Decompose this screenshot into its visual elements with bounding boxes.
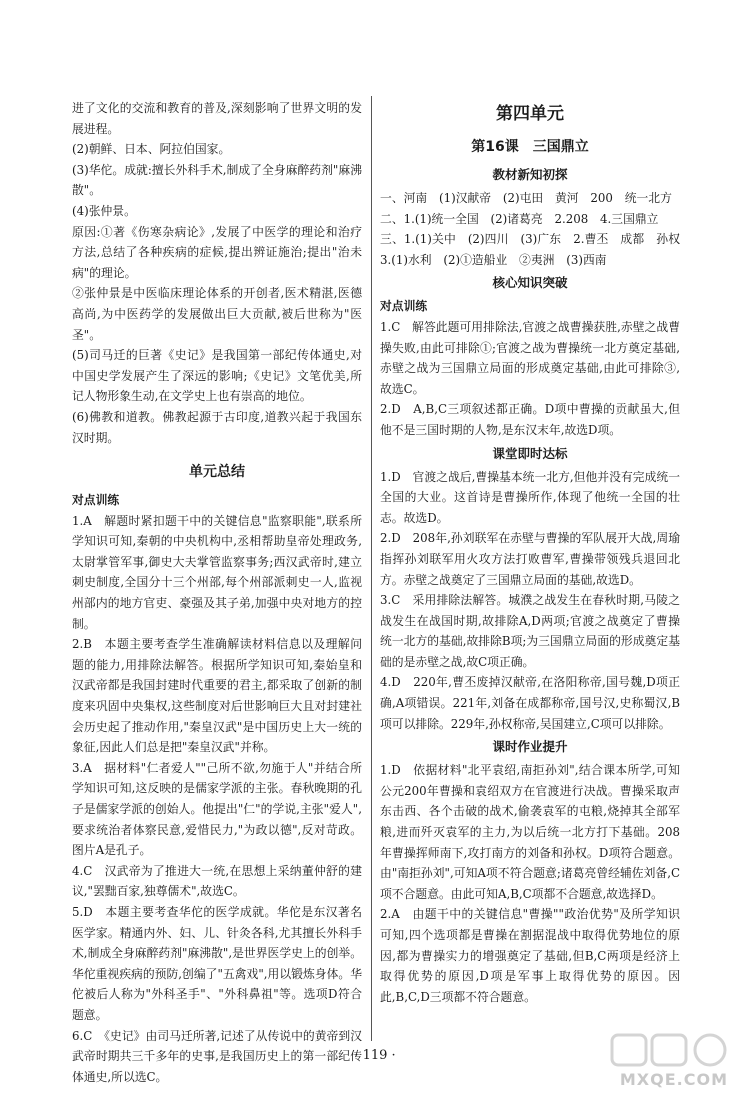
unit-title: 第四单元	[496, 104, 564, 124]
section-homework-title: 课时作业提升	[492, 739, 568, 755]
homework-answer-2: 2.A 由题干中的关键信息"曹操""政治优势"及所学知识可知,四个选项都是曹操在割据混战中取得优势地位的原因,都为曹操实力的增强奠定了基础,但B,C两项是经济上取得优势的原因,D项是军事上取得优势的原因。因此,B,C,D三项都不符合题意。	[380, 907, 680, 1004]
page-number: · 119 ·	[354, 1048, 396, 1063]
core-answer-2: 2.D A,B,C三项叙述都正确。D项中曹操的贡献虽大,但他不是三国时期的人物,是东汉末年,故选D项。	[380, 402, 680, 437]
section-core-knowledge-title: 核心知识突破	[492, 275, 568, 291]
summary-answer-1: 1.A 解题时紧扣题干中的关键信息"监察职能",联系所学知识可知,秦朝的中央机构中,丞相帮助皇帝处理政务,太尉掌管军事,御史大夫掌管监察事务;西汉武帝时,建立刺史制度,全国分十三个州部,每个州部派刺史一人,监视州部内的地方官吏、豪强及其子弟,加强中央对地方的控制。	[72, 513, 362, 631]
new-knowledge-item-1: 一、河南 (1)汉献帝 (2)屯田 黄河 200 统一北方	[380, 191, 672, 205]
summary-answer-3: 3.A 据材料"仁者爱人""己所不欲,勿施于人"并结合所学知识可知,这反映的是儒家学派的主张。春秋晚期的孔子是儒家学派的创始人。他提出"仁"的学说,主张"爱人",要求统治者体察民意,爱惜民力,"为政以德",反对苛政。图片A是孔子。	[72, 760, 362, 858]
new-knowledge-item-2: 二、1.(1)统一全国 (2)诸葛亮 2.208 4.三国鼎立	[380, 211, 659, 226]
left-cont-4: (4)张仲景。	[72, 203, 136, 218]
new-knowledge-item-3: 三、1.(1)关中 (2)四川 (3)广东 2.曹丕 成都 孙权 3.(1)水利 (2)①造船业 ②夷洲 (3)西南	[380, 232, 692, 267]
left-cont-2: (2)朝鲜、日本、阿拉伯国家。	[72, 142, 231, 157]
right-training-title: 对点训练	[380, 299, 428, 314]
left-column	[72, 98, 362, 1087]
section-new-knowledge-title: 教材新知初探	[492, 167, 568, 182]
right-column	[380, 98, 692, 1007]
left-cont-3: (3)华佗。成就:擅长外科手术,制成了全身麻醉药剂"麻沸散"。	[72, 162, 362, 198]
classroom-answer-2: 2.D 208年,孙刘联军在赤壁与曹操的军队展开大战,周瑜指挥孙刘联军用火攻方法打败曹军,曹操带领残兵退回北方。赤壁之战奠定了三国鼎立局面的基础,故选D。	[380, 531, 680, 587]
watermark-logo	[604, 1029, 734, 1093]
unit-summary-title: 单元总结	[189, 464, 245, 481]
left-cont-1: 进了文化的交流和教育的普及,深刻影响了世界文明的发展进程。	[72, 101, 362, 136]
column-divider	[371, 96, 372, 1041]
classroom-answer-1: 1.D 官渡之战后,曹操基本统一北方,但他并没有完成统一全国的大业。这首诗是曹操所作,体现了他统一全国的壮志。故选D。	[380, 469, 680, 525]
lesson-title: 第16课 三国鼎立	[471, 139, 589, 155]
summary-answer-2: 2.B 本题主要考查学生准确解读材料信息以及理解问题的能力,用排除法解答。根据所学知识可知,秦始皇和汉武帝都是我国封建时代重要的君主,都采取了创新的制度来巩固中央集权,这些制度对后世影响巨大且对封建社会历史起了推动作用,"秦皇汉武"是中国历史上大一统的象征,因此人们总是把"秦皇汉武"并称。	[72, 637, 362, 755]
core-answer-1: 1.C 解答此题可用排除法,官渡之战曹操获胜,赤壁之战曹操失败,由此可排除①;官渡之战为曹操统一北方奠定基础,赤壁之战为三国鼎立局面的形成奠定基础,由此可排除③,故选C。	[380, 319, 680, 396]
summary-answer-5: 5.D 本题主要考查华佗的医学成就。华佗是东汉著名医学家。精通内外、妇、儿、针灸各科,尤其擅长外科手术,制成全身麻醉药剂"麻沸散",是世界医学史上的创举。华佗重视疾病的预防,创编了"五禽戏",用以锻炼身体。华佗被后人称为"外科圣手"、"外科鼻祖"等。选项D符合题意。	[72, 904, 362, 1022]
watermark-text: MXQE.COM	[619, 1070, 728, 1089]
homework-answer-1: 1.D 依据材料"北平袁绍,南拒孙刘",结合课本所学,可知公元200年曹操和袁绍双方在官渡进行决战。曹操采取声东击西、各个击破的战术,偷袭袁军的屯粮,烧掉其全部军粮,进而歼灭袁军的主力,为以后统一北方打下基础。208年曹操挥师南下,攻打南方的刘备和孙权。D项符合题意。由"南拒孙刘",可知A项不符合题意;诸葛亮曾经辅佐刘备,C项不合题意。由此可知A,B,C项都不合题意,故选择D。	[380, 763, 680, 901]
section-classroom-title: 课堂即时达标	[492, 445, 568, 461]
classroom-answer-3: 3.C 采用排除法解答。城濮之战发生在春秋时期,马陵之战发生在战国时期,故排除A,D两项;官渡之战奠定了曹操统一北方的基础,故排除B项;为三国鼎立局面的形成奠定基础的是赤壁之战,故C项正确。	[380, 593, 680, 669]
summary-answer-4: 4.C 汉武帝为了推进大一统,在思想上采纳董仲舒的建议,"罢黜百家,独尊儒术",故选C。	[72, 863, 362, 899]
left-training-title: 对点训练	[72, 493, 120, 508]
left-cont-5: 原因:①著《伤寒杂病论》,发展了中医学的理论和治疗方法,总结了各种疾病的症候,提出辨证施治;提出"治未病"的理论。	[72, 224, 362, 280]
left-cont-8: (6)佛教和道教。佛教起源于古印度,道教兴起于我国东汉时期。	[72, 409, 362, 445]
classroom-answer-4: 4.D 220年,曹丕废掉汉献帝,在洛阳称帝,国号魏,D项正确,A项错误。221年,刘备在成都称帝,国号汉,史称蜀汉,B项可以排除。229年,孙权称帝,吴国建立,C项可以排除。	[380, 675, 680, 731]
summary-answer-6: 6.C 《史记》由司马迁所著,记述了从传说中的黄帝到汉武帝时期共三千多年的史事,是我国历史上的第一部纪传体通史,所以选C。	[72, 1028, 362, 1084]
left-cont-6: ②张仲景是中医临床理论体系的开创者,医术精湛,医德高尚,为中医药学的发展做出巨大贡献,被后世称为"医圣"。	[72, 286, 362, 342]
left-cont-7: (5)司马迁的巨著《史记》是我国第一部纪传体通史,对中国史学发展产生了深远的影响;《史记》文笔优美,所记人物形象生动,在文学史上也有崇高的地位。	[72, 348, 362, 404]
